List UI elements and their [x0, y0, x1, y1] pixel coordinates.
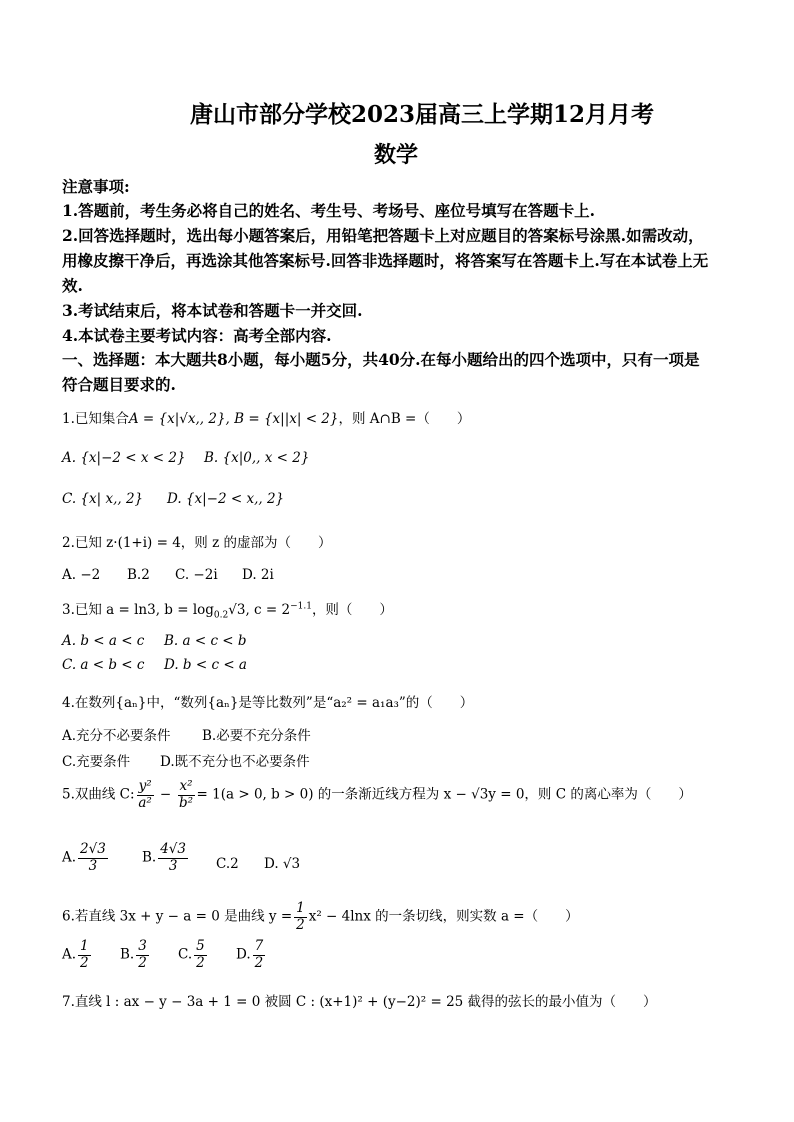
q6-option-c: C. $\frac{5}{2}$ [178, 938, 205, 971]
question-2-stem: 2.已知 z·(1+i) = 4，则 z 的虚部为（ ） [62, 535, 332, 551]
q4-option-b: B.必要不充分条件 [202, 728, 311, 744]
q5-b-denominator: 3 [168, 857, 178, 874]
notice-item-2-line-2: 用橡皮擦干净后，再选涂其他答案标号.回答非选择题时，将答案写在答题卡上.写在本试卷上无 [62, 251, 709, 270]
q6-stem-suffix: x² − 4lnx 的一条切线，则实数 a =（ ） [308, 908, 579, 925]
q1-option-d: D. {x|−2 < x,, 2} [167, 491, 285, 507]
q5-a-numerator: 2√3 [80, 841, 106, 857]
q6-c-numerator: 5 [196, 938, 205, 954]
section-heading-line-2: 符合题目要求的. [62, 375, 176, 394]
notice-item-3: 3.考试结束后，将本试卷和答题卡一并交回. [62, 301, 363, 320]
q5-stem-suffix: = 1(a > 0, b > 0) 的一条渐近线方程为 x − √3y = 0，则 C 的离心率为（ ） [196, 786, 692, 803]
q3-exponent: −1.1 [290, 601, 312, 612]
q5-stem-prefix: 5.双曲线 C: [62, 786, 135, 803]
notice-item-2-line-1: 2.回答选择题时，选出每小题答案后，用铅笔把答题卡上对应题目的答案标号涂黑.如需改动， [62, 226, 704, 245]
q5-frac-x2-b2: $\frac{\text{x²}}{\text{b²}}$ [179, 778, 194, 811]
q3-stem-part-2: √3, c = 2 [228, 602, 291, 618]
question-3-stem [62, 598, 393, 621]
q4-option-c: C.充要条件 [62, 754, 131, 770]
q3-option-c: C. a < b < c [62, 657, 145, 673]
q5-option-c: C.2 [216, 856, 239, 872]
exam-title: 唐山市部分学校2023届高三上学期12月月考 [190, 101, 655, 128]
q3-option-b: B. a < c < b [164, 633, 247, 649]
q6-option-d: D. $\frac{7}{2}$ [236, 938, 264, 971]
q6-option-a: A. $\frac{1}{2}$ [62, 938, 89, 971]
q5-frac-y2-a2: $\frac{\text{y²}}{\text{a²}}$ [138, 778, 152, 811]
q2-option-c: C. −2i [175, 567, 218, 583]
section-heading-line-1: 一、选择题：本大题共8小题，每小题5分，共40分.在每小题给出的四个选项中，只有一项是 [62, 350, 700, 369]
q6-a-denominator: 2 [80, 954, 89, 971]
question-6-stem [62, 902, 579, 932]
q1-option-c: C. {x| x,, 2} [62, 491, 144, 507]
q1-stem-suffix: ，则 A∩B =（ ） [338, 411, 471, 427]
q2-option-b: B.2 [127, 567, 150, 583]
q5-option-d: D. √3 [264, 856, 301, 872]
q3-option-a: A. b < a < c [62, 633, 145, 649]
notice-item-4: 4.本试卷主要考试内容：高考全部内容. [62, 326, 332, 345]
question-1-stem [62, 407, 470, 427]
q6-option-b: B. $\frac{3}{2}$ [120, 938, 147, 971]
q4-option-d: D.既不充分也不必要条件 [160, 754, 310, 770]
q6-stem-prefix: 6.若直线 3x + y − a = 0 是曲线 y = [62, 908, 293, 925]
q6-a-numerator: 1 [80, 938, 89, 954]
q5-a-denominator: 3 [88, 857, 98, 874]
q3-stem-end: ，则（ ） [311, 602, 393, 618]
q2-option-d: D. 2i [242, 567, 274, 583]
q3-option-d: D. b < c < a [164, 657, 247, 673]
q6-frac-half: $\frac{1}{2}$ [296, 900, 305, 933]
q2-option-a: A. −2 [62, 567, 101, 583]
subject-title: 数学 [374, 142, 419, 168]
q3-log-base: 0.2 [213, 610, 229, 621]
notice-item-2-line-3: 效. [62, 276, 83, 295]
q1-sets: A = {x|√x,, 2}, B = {x||x| < 2} [128, 411, 339, 427]
q6-b-denominator: 2 [138, 954, 147, 971]
question-4-stem: 4.在数列{aₙ}中，“数列{aₙ}是等比数列”是“a₂² = a₁a₃”的（ ） [62, 695, 474, 711]
q5-b-numerator: 4√3 [160, 841, 186, 857]
q1-stem-prefix: 1.已知集合 [62, 411, 129, 427]
q6-d-numerator: 7 [254, 938, 264, 954]
q5-option-a: A. $\frac{2√3}{3}$ [62, 841, 106, 874]
q1-option-a: A. {x|−2 < x < 2} [62, 450, 186, 466]
question-5-stem: 5.双曲线 C: $\frac{\text{y²}}{\text{a²}}$ − $\frac{\text{x²}}{\text{b²}}$ = 1(a > 0, b > 0) 的一条渐近线方程为 x − √3y = 0，则 C 的离心率为（ ） [62, 778, 692, 811]
q4-option-a: A.充分不必要条件 [62, 728, 171, 744]
notice-heading: 注意事项: [62, 177, 130, 196]
q6-d-denominator: 2 [254, 954, 264, 971]
question-7-stem: 7.直线 l : ax − y − 3a + 1 = 0 被圆 C : (x+1)² + (y−2)² = 25 截得的弦长的最小值为（ ） [62, 994, 657, 1010]
notice-item-1: 1.答题前，考生务必将自己的姓名、考生号、考场号、座位号填写在答题卡上. [62, 201, 596, 220]
q3-stem-part-1: 3.已知 a = ln3, b = log [62, 602, 214, 618]
q6-b-numerator: 3 [138, 938, 147, 954]
q5-option-b: B. $\frac{4√3}{3}$ [142, 841, 186, 874]
q1-option-b: B. {x|0,, x < 2} [204, 450, 310, 466]
q6-c-denominator: 2 [196, 954, 205, 971]
